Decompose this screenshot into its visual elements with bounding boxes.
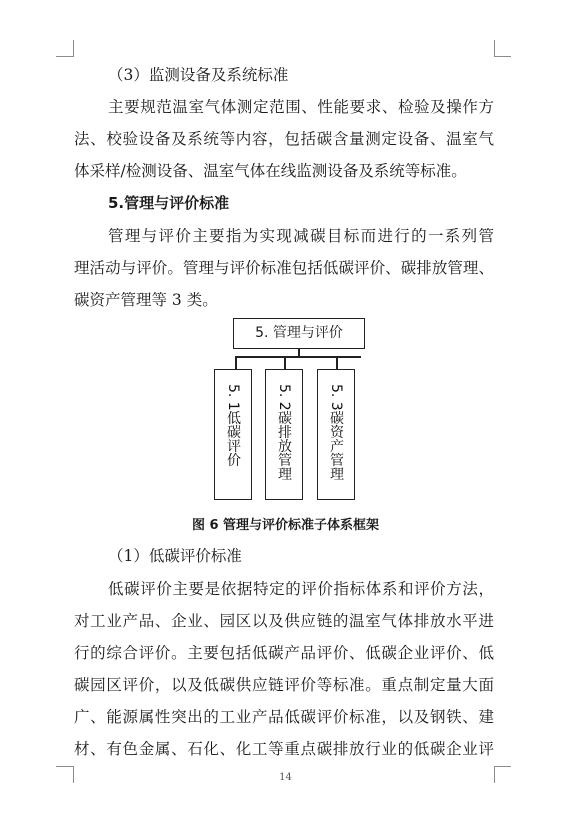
diagram-child-label-2: 5. 2碳排放管理 [276, 384, 292, 481]
paragraph-line: 主要规范温室气体测定范围、性能要求、检验及操作方 [108, 98, 494, 116]
diagram-connector-mid [284, 356, 286, 370]
subheading-low-carbon-evaluation: （1）低碳评价标准 [108, 547, 242, 565]
paragraph-line: 材、有色金属、石化、化工等重点碳排放行业的低碳企业评 [74, 740, 494, 758]
paragraph-line: 对工业产品、企业、园区以及供应链的温室气体排放水平进 [74, 612, 494, 630]
subheading-monitoring-equipment: （3）监测设备及系统标准 [108, 66, 289, 84]
crop-mark-bottom-left-h [56, 766, 73, 767]
crop-mark-top-left-h [56, 56, 73, 57]
figure-caption: 图 6 管理与评价标准子体系框架 [191, 518, 380, 533]
diagram-child-label-3: 5. 3碳资产管理 [328, 384, 344, 481]
crop-mark-bottom-right-h [494, 766, 511, 767]
paragraph-line: 碳资产管理等 3 类。 [74, 291, 218, 309]
paragraph-line: 低碳评价主要是依据特定的评价指标体系和评价方法， [108, 580, 494, 598]
diagram-connector-right [336, 356, 338, 370]
paragraph-line: 行的综合评价。主要包括低碳产品评价、低碳企业评价、低 [74, 644, 494, 662]
diagram-root-label: 5. 管理与评价 [255, 325, 343, 341]
diagram-connector-bar [235, 356, 361, 358]
paragraph-line: 管理与评价主要指为实现减碳目标而进行的一系列管 [108, 227, 494, 245]
crop-mark-top-right-v [494, 40, 495, 57]
paragraph-line: 体采样/检测设备、温室气体在线监测设备及系统等标准。 [74, 162, 467, 180]
section-heading: 5.管理与评价标准 [108, 194, 230, 212]
paragraph-line: 广、能源属性突出的工业产品低碳评价标准，以及钢铁、建 [74, 708, 494, 726]
paragraph-line: 法、校验设备及系统等内容，包括碳含量测定设备、温室气 [74, 130, 494, 148]
diagram-child-label-1: 5. 1低碳评价 [225, 384, 241, 467]
paragraph-line: 碳园区评价，以及低碳供应链评价等标准。重点制定量大面 [74, 676, 494, 694]
diagram-connector-left [235, 356, 237, 370]
diagram-root-box [233, 318, 365, 349]
paragraph-line: 理活动与评价。管理与评价标准包括低碳评价、碳排放管理、 [74, 259, 494, 277]
page-number: 14 [279, 772, 292, 783]
crop-mark-top-left-v [73, 40, 74, 57]
crop-mark-top-right-h [494, 56, 511, 57]
